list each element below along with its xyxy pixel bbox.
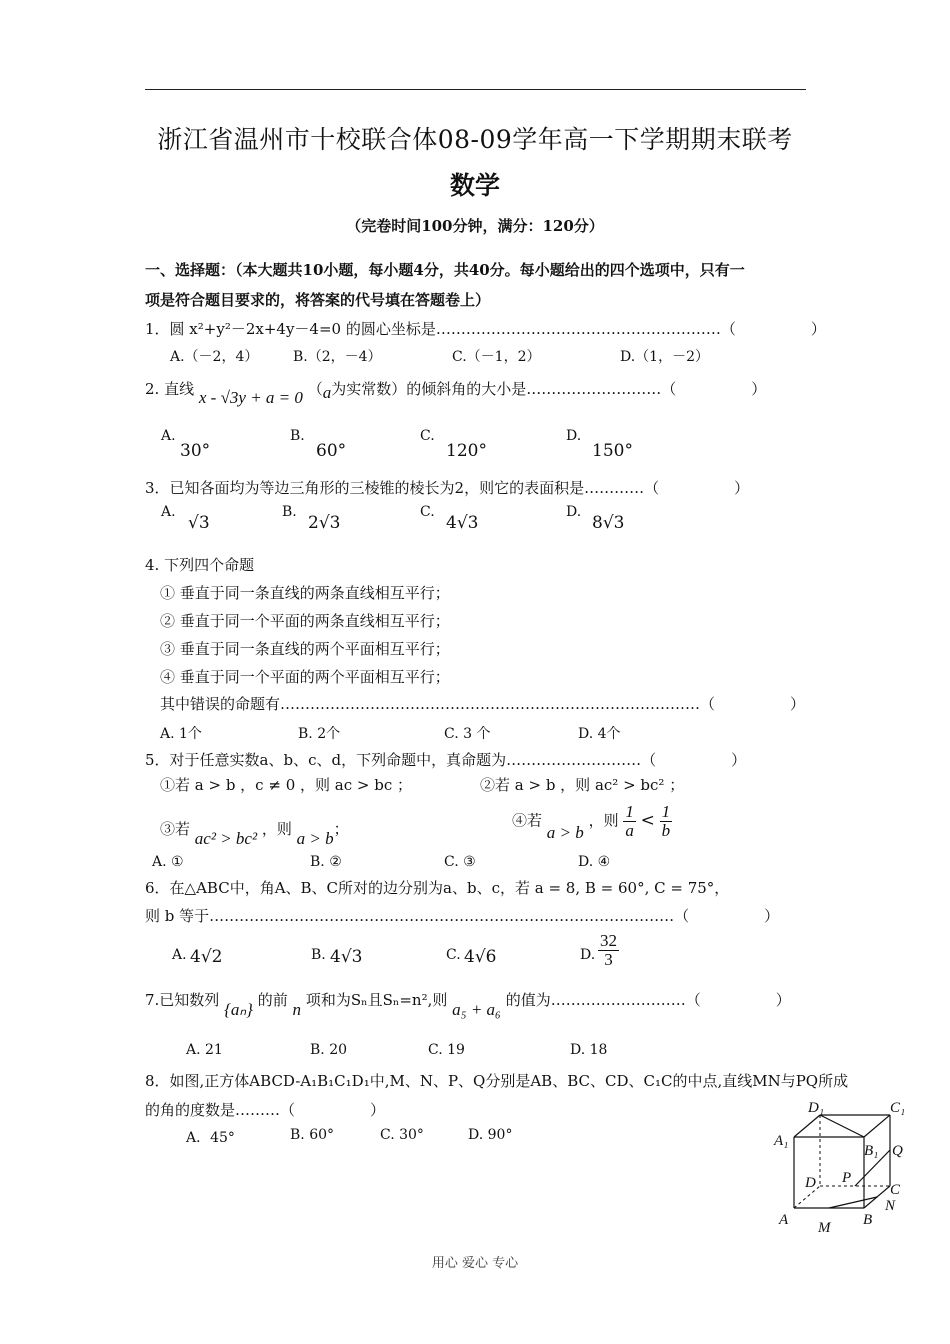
q6-d-den: 3 — [604, 950, 613, 969]
q1-option-d: D.（1，－2） — [620, 349, 709, 365]
q5-prop-2: ②若 a > b ，则 ac² > bc² ； — [480, 776, 685, 794]
q2-stem-prefix: 2. 直线 — [145, 380, 195, 398]
q8-option-a: A．45° — [186, 1130, 235, 1146]
q8-line2: 的角的度数是………（ ） — [145, 1101, 386, 1119]
q6-letter-b: B. — [311, 947, 326, 963]
q4-option-b: B. 2个 — [298, 726, 341, 742]
q7-text-c: 项和为Sₙ且Sₙ=n²,则 — [305, 991, 448, 1009]
label-a1: A₁ — [774, 1133, 789, 1149]
q5-option-b: B. ② — [310, 854, 342, 870]
q4-item-2: ② 垂直于同一个平面的两条直线相互平行； — [160, 612, 450, 630]
q8-line1: 8．如图,正方体ABCD-A₁B₁C₁D₁中,M、N、P、Q分别是AB、BC、CD、C₁C的中点,直线MN与PQ所成 — [145, 1072, 849, 1090]
q2-letter-b: B. — [290, 428, 305, 444]
q5-option-d: D. ④ — [578, 854, 611, 870]
q7-n: n — [292, 1000, 302, 1019]
section-heading-line2: 项是符合题目要求的，将答案的代号填在答题卷上） — [145, 291, 491, 309]
q6-line2: 则 b 等于…………………………………………………………………………………（ ） — [145, 907, 780, 925]
q3-stem: 3．已知各面均为等边三角形的三棱锥的棱长为2，则它的表面积是…………（ ） — [145, 479, 750, 497]
q6-fraction-d — [598, 932, 619, 969]
q6-line1: 6．在△ABC中，角A、B、C所对的边分别为a、b、c，若 a = 8, B = 60°, C = 75°， — [145, 879, 730, 897]
label-d1: D₁ — [808, 1100, 825, 1116]
q4-item-4: ④ 垂直于同一个平面的两个平面相互平行； — [160, 668, 450, 686]
diag-d1-b1 — [820, 1115, 864, 1137]
q6-letter-a: A. — [172, 947, 187, 963]
q7-option-a: A. 21 — [186, 1042, 223, 1058]
q7-stem — [145, 989, 791, 1019]
q5-p4-num-2: 1 — [661, 802, 671, 821]
q1-option-c: C.（－1，2） — [452, 349, 541, 365]
header-rule — [145, 89, 806, 90]
q3-value-d: 8√3 — [592, 513, 625, 533]
q5-p4-den-2: b — [661, 821, 671, 840]
q5-prop-1: ①若 a > b ，c ≠ 0 ，则 ac > bc ； — [160, 776, 412, 794]
q7-sum: a₅ + a₆ — [452, 1000, 501, 1019]
page-footer: 用心 爱心 专心 — [431, 1256, 519, 1271]
q6-value-d — [598, 932, 619, 969]
q2-stem — [145, 378, 767, 407]
q5-prop-4 — [512, 803, 672, 840]
q5-p4-frac-1 — [623, 803, 636, 840]
edge-b1-c1 — [864, 1115, 890, 1137]
edge-a1-d1 — [794, 1115, 820, 1137]
label-c: C — [890, 1182, 901, 1198]
q5-p4-premise: a > b — [546, 822, 584, 842]
q5-p3-prefix: ③若 — [160, 820, 191, 838]
q8-option-c: C. 30° — [380, 1127, 424, 1143]
label-m: M — [818, 1220, 831, 1236]
q6-value-a: 4√2 — [190, 947, 223, 967]
q5-option-a: A. ① — [152, 854, 184, 870]
q2-var: a — [322, 383, 332, 402]
q6-value-c: 4√6 — [464, 947, 497, 967]
q3-value-a: √3 — [188, 513, 210, 533]
q4-stem: 4. 下列四个命题 — [145, 556, 255, 574]
q4-option-d: D. 4个 — [578, 726, 621, 742]
q5-p4-den-1: a — [625, 821, 634, 840]
q4-ask: 其中错误的命题有…………………………………………………………………………（ ） — [160, 695, 806, 713]
label-n: N — [885, 1198, 896, 1214]
q6-value-b: 4√3 — [330, 947, 363, 967]
label-q: Q — [892, 1143, 903, 1159]
page-title: 浙江省温州市十校联合体08-09学年高一下学期期末联考 — [157, 125, 793, 154]
q2-value-c: 120° — [446, 441, 487, 461]
q5-p3-end: ； — [333, 820, 349, 838]
q5-p4-lt: < — [640, 810, 655, 831]
q3-letter-b: B. — [282, 504, 297, 520]
q3-value-b: 2√3 — [308, 513, 341, 533]
q3-letter-c: C. — [420, 504, 435, 520]
q2-paren: （ — [307, 380, 323, 398]
q7-option-c: C. 19 — [428, 1042, 465, 1058]
q5-stem: 5．对于任意实数a、b、c、d，下列命题中，真命题为………………………（ ） — [145, 751, 747, 769]
label-b1: B₁ — [864, 1143, 879, 1159]
q5-p3-premise: ac² > bc² — [194, 829, 258, 848]
q4-item-3: ③ 垂直于同一条直线的两个平面相互平行； — [160, 640, 450, 658]
q2-letter-a: A. — [161, 428, 176, 444]
q5-p4-num-1: 1 — [625, 802, 634, 821]
q5-p4-then: ，则 — [588, 811, 619, 830]
q2-value-b: 60° — [316, 441, 347, 461]
q1-option-a: A.（－2，4） — [170, 349, 259, 365]
q4-item-1: ① 垂直于同一条直线的两条直线相互平行； — [160, 584, 450, 602]
q3-letter-a: A. — [161, 504, 176, 520]
q8-option-b: B. 60° — [290, 1127, 335, 1143]
q5-p4-frac-2 — [660, 803, 673, 840]
q5-p3-then: ，则 — [261, 820, 292, 838]
q5-option-c: C. ③ — [444, 854, 476, 870]
q4-option-a: A. 1个 — [160, 726, 202, 742]
q2-formula: x - √3y + a = 0 — [198, 388, 303, 407]
q7-option-b: B. 20 — [310, 1042, 348, 1058]
label-b: B — [863, 1212, 873, 1228]
label-c1: C₁ — [890, 1100, 906, 1116]
q7-prefix: 7.已知数列 — [145, 991, 220, 1009]
q1-stem: 1．圆 x²+y²－2x+4y－4=0 的圆心坐标是…………………………………………………（ ） — [145, 320, 826, 338]
q7-sequence: {aₙ} — [224, 1000, 253, 1019]
q6-letter-c: C. — [446, 947, 461, 963]
q2-letter-c: C. — [420, 428, 435, 444]
q5-p4-prefix: ④若 — [512, 811, 543, 830]
q2-value-d: 150° — [592, 441, 633, 461]
label-p: P — [842, 1170, 852, 1186]
cube-diagram — [770, 1098, 920, 1238]
q7-text-d: 的值为………………………（ ） — [505, 991, 791, 1009]
q3-value-c: 4√3 — [446, 513, 479, 533]
q5-p3-conclusion: a > b — [296, 829, 334, 848]
q4-option-c: C. 3 个 — [444, 726, 491, 742]
q6-d-num: 32 — [600, 931, 617, 950]
q7-option-d: D. 18 — [570, 1042, 608, 1058]
label-d: D — [805, 1175, 816, 1191]
section-heading-line1: 一、选择题：（本大题共10小题，每小题4分，共40分。每小题给出的四个选项中，只有一 — [145, 261, 745, 279]
q7-text-b: 的前 — [257, 991, 288, 1009]
q8-option-d: D. 90° — [468, 1127, 513, 1143]
q2-value-a: 30° — [180, 441, 211, 461]
page-subject: 数学 — [449, 171, 500, 200]
q2-stem-suffix: 为实常数）的倾斜角的大小是………………………（ ） — [331, 380, 767, 398]
q2-letter-d: D. — [566, 428, 582, 444]
label-a: A — [779, 1212, 789, 1228]
exam-note: （完卷时间100分钟，满分：120分） — [346, 217, 604, 235]
q3-letter-d: D. — [566, 504, 582, 520]
q6-letter-d: D. — [580, 947, 596, 963]
q1-option-b: B.（2，－4） — [293, 349, 382, 365]
q5-prop-3 — [160, 818, 349, 848]
